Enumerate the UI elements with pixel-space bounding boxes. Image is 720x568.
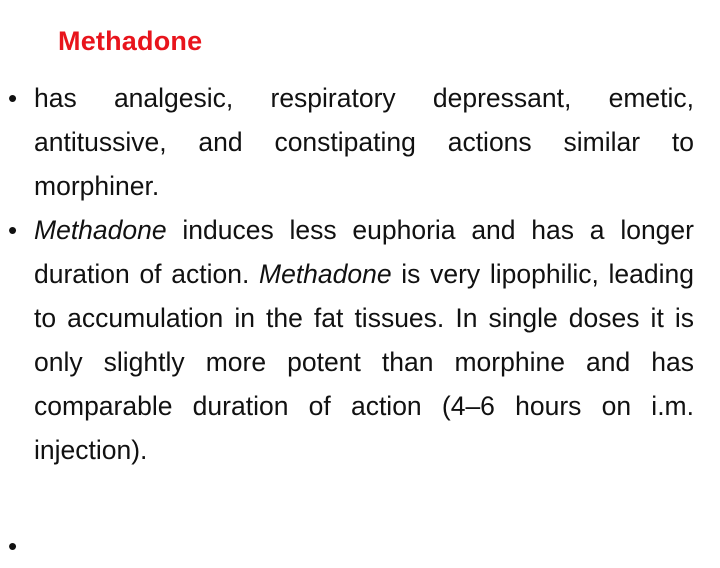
text-segment: induces less euphoria and has a longer duration of action. — [34, 215, 694, 289]
slide-title: Methadone — [58, 26, 203, 56]
drug-name-emphasis: Methadone — [34, 215, 167, 245]
bullet-item-2 — [0, 208, 720, 472]
drug-name-emphasis: Methadone — [259, 259, 392, 289]
bullet-list — [0, 76, 720, 472]
bullet-text: has analgesic, respiratory depressant, emetic, antitussive, and constipating actions similar to morphiner. — [34, 83, 694, 201]
bullet-dot-icon: • — [8, 215, 18, 245]
text-segment: is very lipophilic, leading to accumulation in the fat tissues. In single doses it is only slightly more potent than morphine and has comparable duration of action (4–6 hours on i.m. injection). — [34, 259, 695, 465]
bullet-text — [34, 208, 694, 472]
bullet-item-1 — [0, 76, 720, 208]
bullet-dot-icon: • — [8, 531, 18, 561]
bullet-dot-icon: • — [8, 83, 18, 113]
